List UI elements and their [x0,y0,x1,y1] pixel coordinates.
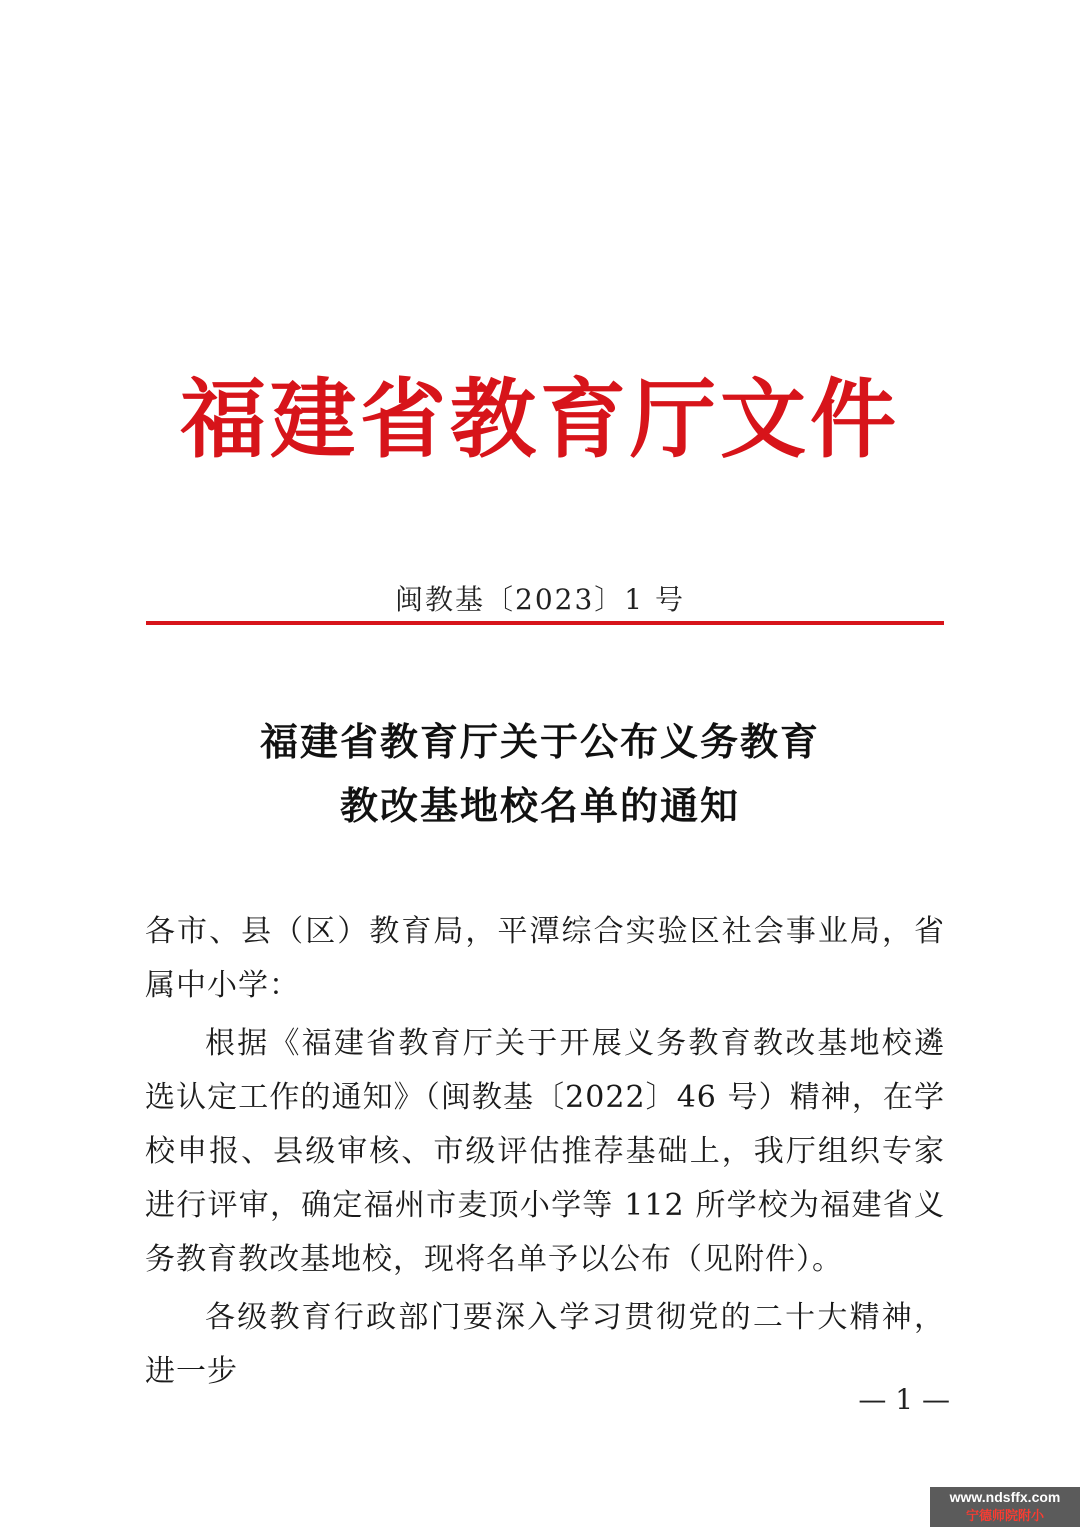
notice-title-line-1: 福建省教育厅关于公布义务教育 [259,719,820,764]
body-paragraph: 各级教育行政部门要深入学习贯彻党的二十大精神，进一步 [145,1300,945,1389]
site-watermark [930,1487,1080,1527]
document-header-title: 福建省教育厅文件 [180,369,900,470]
page-number: — 1 — [858,1383,950,1416]
watermark-name: 宁德师院附小 [965,1508,1044,1523]
document-number: 闽教基〔2023〕1 号 [395,583,685,616]
notice-title [150,710,930,838]
watermark-url: www.ndsffx.com [949,1489,1061,1505]
recipients-paragraph: 各市、县（区）教育局，平潭综合实验区社会事业局，省属中小学： [145,914,945,1003]
body-paragraph: 根据《福建省教育厅关于开展义务教育教改基地校遴选认定工作的通知》（闽教基〔2022〕46 号）精神，在学校申报、县级审核、市级评估推荐基础上，我厅组织专家进行评审，确定福州市麦顶小学等 112 所学校为福建省义务教育教改基地校，现将名单予以公布（见附件）。 [145,1026,945,1277]
red-divider [146,621,944,625]
notice-body [145,905,945,1403]
notice-title-line-2: 教改基地校名单的通知 [339,783,740,828]
